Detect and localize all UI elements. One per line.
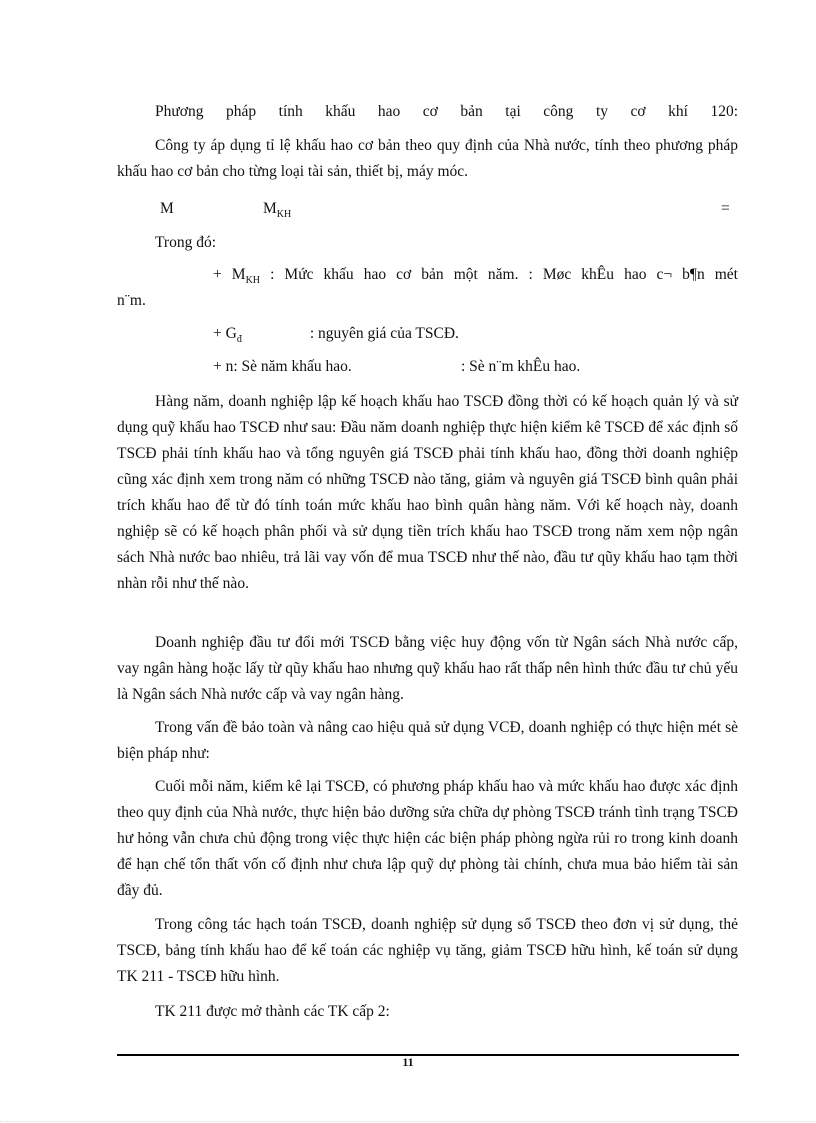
formula-equals: =: [721, 200, 730, 217]
paragraph-4: Trong vấn đề bảo toàn và nâng cao hiệu quả sử dụng VCĐ, doanh nghiệp có thực hiện mét sè biện pháp như:: [117, 719, 738, 762]
formula-m: M: [160, 200, 174, 217]
paragraph-6: Trong công tác hạch toán TSCĐ, doanh nghiệp sử dụng sổ TSCĐ theo đơn vị sử dụng, thẻ TSCĐ, bảng tính khấu hao để kế toán các nghiệp vụ tăng, giảm TSCĐ hữu hình, kế toán sử dụng TK 211 - TSCĐ hữu hình.: [117, 916, 738, 985]
definition-mkh-wrap: n¨m.: [117, 292, 146, 309]
paragraph-7: TK 211 được mở thành các TK cấp 2:: [155, 1003, 390, 1020]
definition-n: + n: Sè năm khấu hao.: [213, 358, 352, 375]
section-heading: Phương pháp tính khấu hao cơ bản tại công ty cơ khí 120:: [155, 103, 738, 120]
definition-gd: + $G_đ$ : nguyên giá của TSCĐ.: [213, 325, 459, 345]
page-number: 11: [402, 1055, 414, 1069]
paragraph-1: Công ty áp dụng tỉ lệ khấu hao cơ bản theo quy định của Nhà nước, tính theo phương pháp khấu hao cơ bản cho từng loại tài sản, thiết bị, máy móc.: [117, 137, 738, 180]
formula-mkh: $M_{KH}$: [263, 200, 292, 220]
paragraph-3: Doanh nghiệp đầu tư đổi mới TSCĐ bằng việc huy động vốn từ Ngân sách Nhà nước cấp, vay ngân hàng hoặc lấy từ qũy khấu hao nhưng quỹ khấu hao rất thấp nên hình thức đầu tư chủ yếu là Ngân sách Nhà nước cấp và vay ngân hàng.: [117, 634, 738, 703]
paragraph-2: Hàng năm, doanh nghiệp lập kế hoạch khấu hao TSCĐ đồng thời có kế hoạch quản lý và sử dụng quỹ khấu hao TSCĐ như sau: Đầu năm doanh nghiệp thực hiện kiểm kê TSCĐ để xác định số TSCĐ phải tính khấu hao và tổng nguyên giá TSCĐ phải tính khấu hao, đồng thời doanh nghiệp cũng xác định xem trong năm có những TSCĐ nào tăng, giảm và nguyên giá TSCĐ bình quân phải trích khấu hao để từ đó tính toán mức khấu hao bình quân hàng năm. Với kế hoạch này, doanh nghiệp sẽ có kế hoạch phân phối và sử dụng tiền trích khấu hao TSCĐ trong năm xem nộp ngân sách Nhà nước bao nhiêu, trả lãi vay vốn để mua TSCĐ như thế nào, đầu tư qũy khấu hao tạm thời nhàn rỗi như thế nào.: [117, 393, 738, 592]
page-bottom-divider: [0, 1121, 816, 1122]
definition-n-alt: : Sè n¨m khÊu hao.: [461, 358, 581, 375]
definition-mkh: + $M_{KH}$ : Mức khấu hao cơ bản một năm. : Møc khÊu hao c¬ b¶n mét: [213, 266, 738, 286]
paragraph-5: Cuối mỗi năm, kiểm kê lại TSCĐ, có phương pháp khấu hao và mức khấu hao được xác định theo quy định của Nhà nước, thực hiện bảo dưỡng sửa chữa dự phòng TSCĐ tránh tình trạng TSCĐ hư hỏng vẫn chưa chủ động trong việc thực hiện các biện pháp phòng ngừa rủi ro trong kinh doanh để hạn chế tổn thất vốn cố định như chưa lập quỹ dự phòng tài chính, chưa mua bảo hiểm tài sản đầy đủ.: [117, 778, 738, 899]
trong-do-label: Trong đó:: [155, 234, 217, 251]
